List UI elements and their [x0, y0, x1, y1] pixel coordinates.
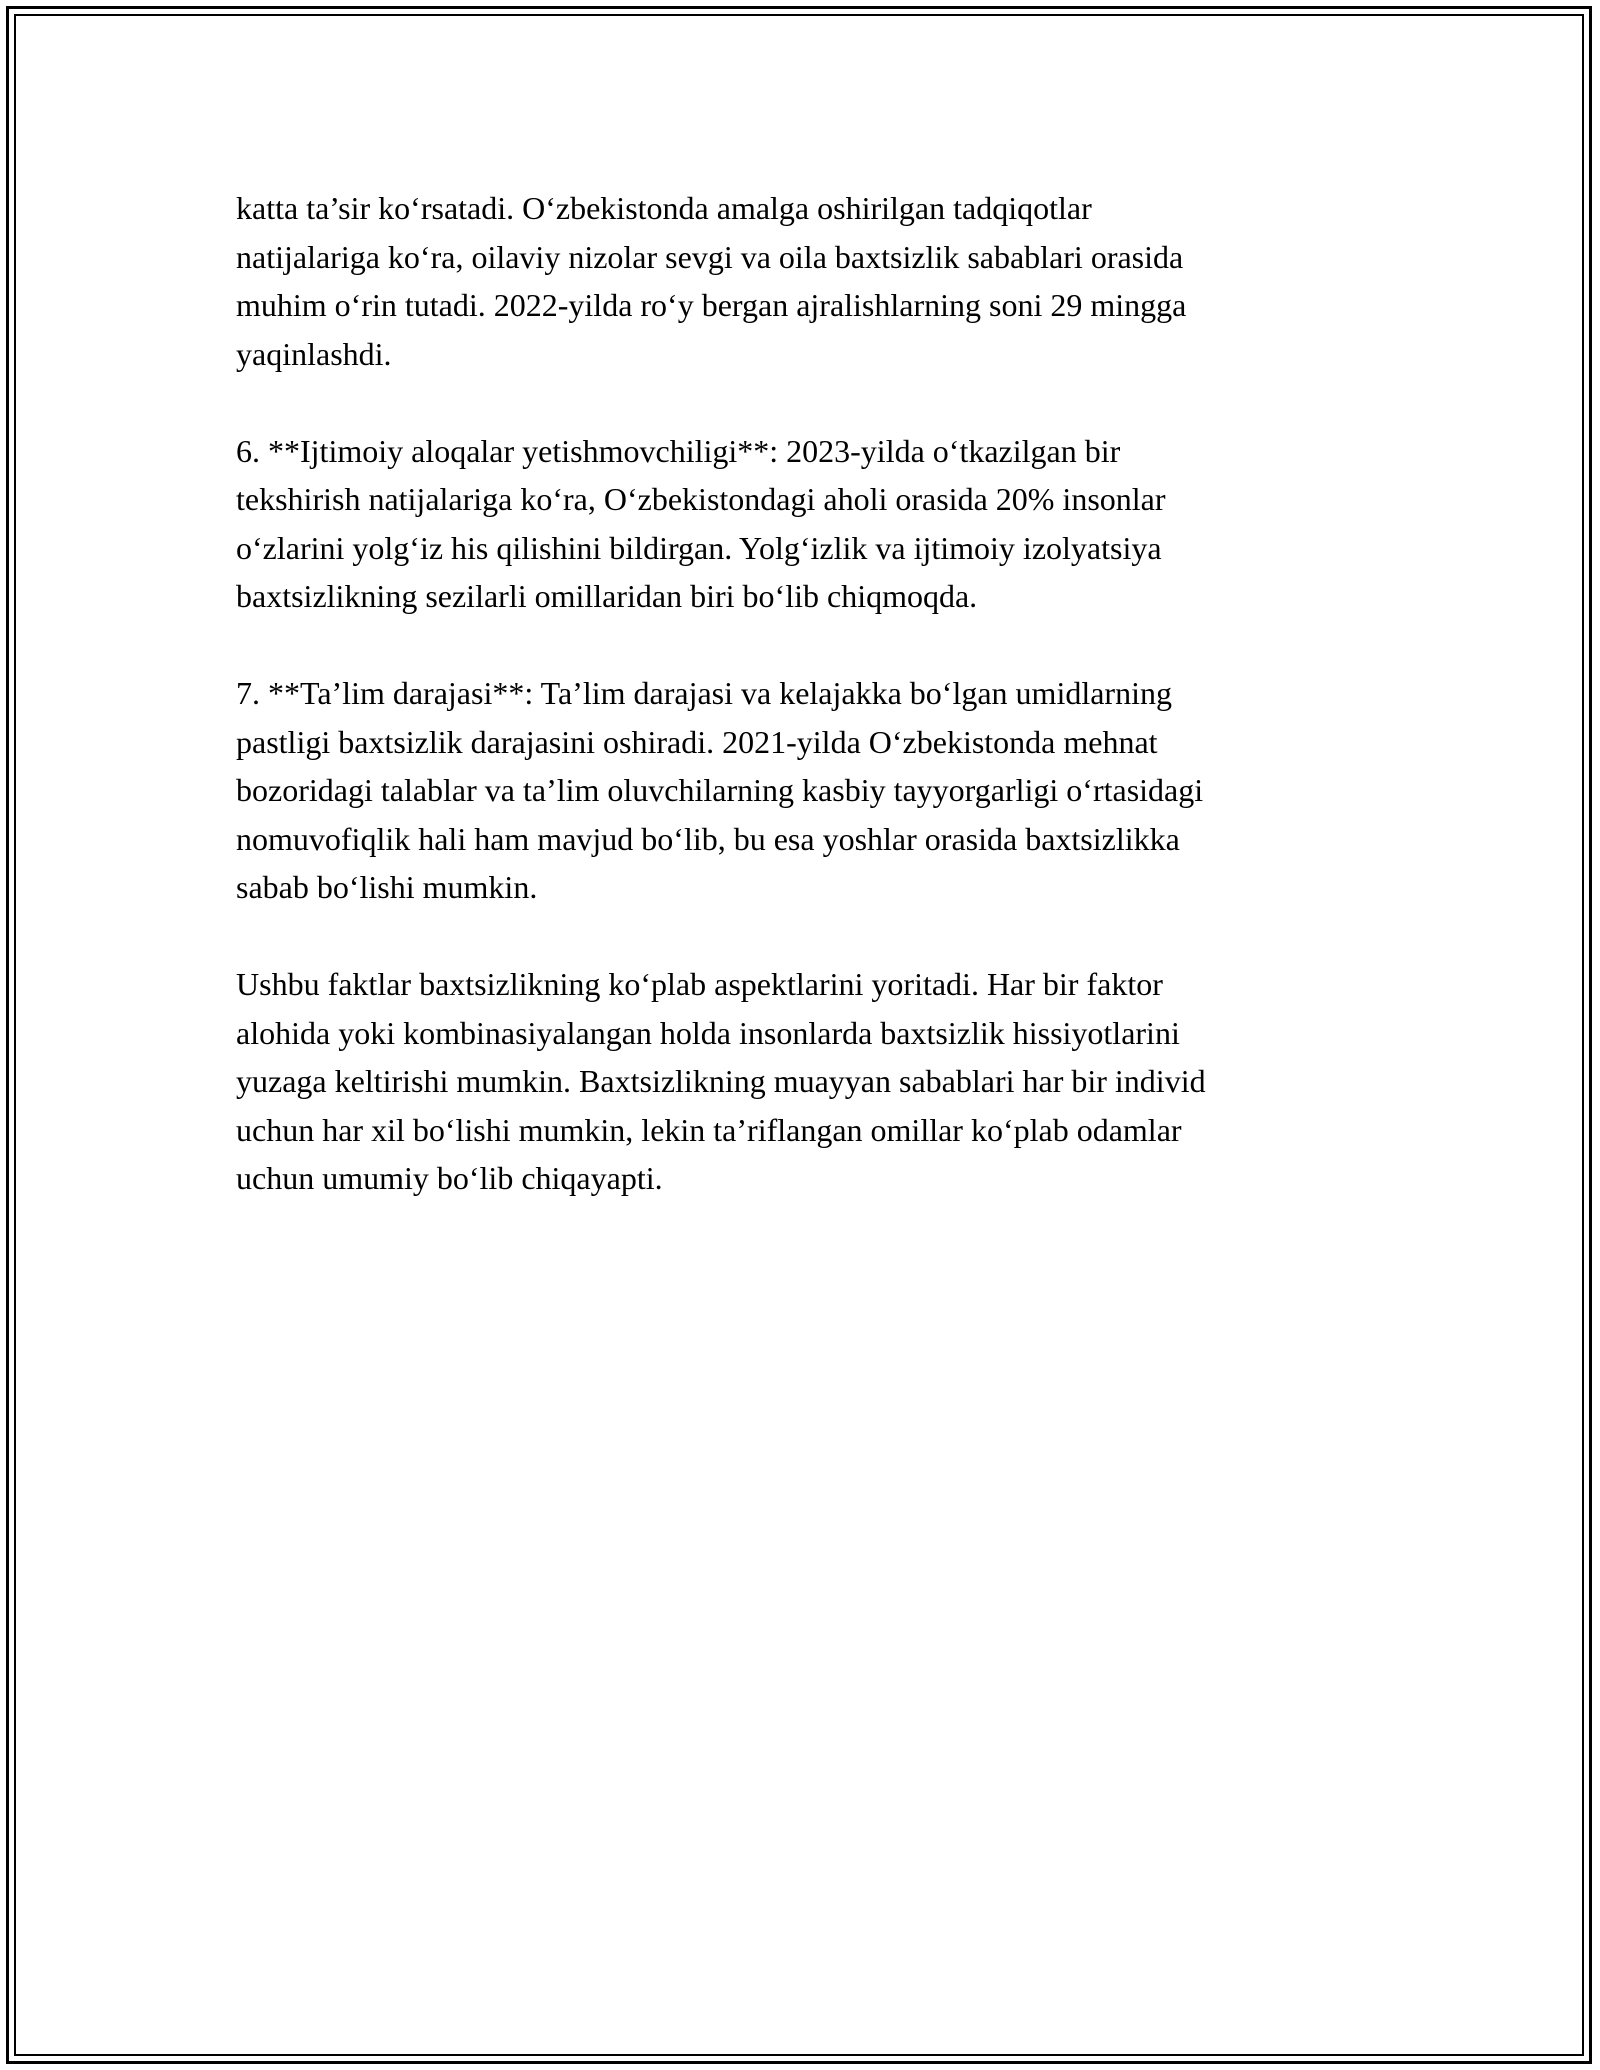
- paragraph-conclusion: [236, 960, 1386, 1203]
- text-line: pastligi baxtsizlik darajasini oshiradi. 2021-yilda O‘zbekistonda mehnat: [236, 723, 1158, 760]
- text-line: tekshirish natijalariga ko‘ra, O‘zbekistondagi aholi orasida 20% insonlar: [236, 481, 1166, 517]
- text-line: 7. **Ta’lim darajasi**: Ta’lim darajasi va kelajakka bo‘lgan umidlarning: [236, 675, 1172, 711]
- paragraph-education-level: [236, 669, 1386, 912]
- text-line: katta ta’sir ko‘rsatadi. O‘zbekistonda amalga oshirilgan tadqiqotlar: [236, 190, 1092, 226]
- text-line: o‘zlarini yolg‘iz his qilishini bildirgan. Yolg‘izlik va ijtimoiy izolyatsiya: [236, 529, 1162, 566]
- document-body: [236, 184, 1386, 1251]
- text-line: baxtsizlikning sezilarli omillaridan biri bo‘lib chiqmoqda.: [236, 578, 978, 614]
- text-line: muhim o‘rin tutadi. 2022-yilda ro‘y bergan ajralishlarning soni 29 mingga: [236, 287, 1187, 323]
- text-line: 6. **Ijtimoiy aloqalar yetishmovchiligi**: 2023-yilda o‘tkazilgan bir: [236, 432, 1121, 469]
- text-line: sabab bo‘lishi mumkin.: [236, 869, 538, 905]
- paragraph-family-conflicts: [236, 184, 1386, 378]
- text-line: yuzaga keltirishi mumkin. Baxtsizlikning muayyan sabablari har bir individ: [236, 1063, 1206, 1099]
- text-line: Ushbu faktlar baxtsizlikning ko‘plab aspektlarini yoritadi. Har bir faktor: [236, 966, 1163, 1002]
- paragraph-social-connections: [236, 427, 1386, 621]
- text-line: uchun umumiy bo‘lib chiqayapti.: [236, 1160, 663, 1196]
- text-line: nomuvofiqlik hali ham mavjud bo‘lib, bu esa yoshlar orasida baxtsizlikka: [236, 820, 1180, 857]
- text-line: natijalariga ko‘ra, oilaviy nizolar sevgi va oila baxtsizlik sabablari orasida: [236, 238, 1184, 275]
- text-line: uchun har xil bo‘lishi mumkin, lekin ta’riflangan omillar ko‘plab odamlar: [236, 1111, 1182, 1148]
- text-line: yaqinlashdi.: [236, 335, 392, 372]
- text-line: bozoridagi talablar va ta’lim oluvchilarning kasbiy tayyorgarligi o‘rtasidagi: [236, 772, 1204, 808]
- text-line: alohida yoki kombinasiyalangan holda insonlarda baxtsizlik hissiyotlarini: [236, 1014, 1180, 1051]
